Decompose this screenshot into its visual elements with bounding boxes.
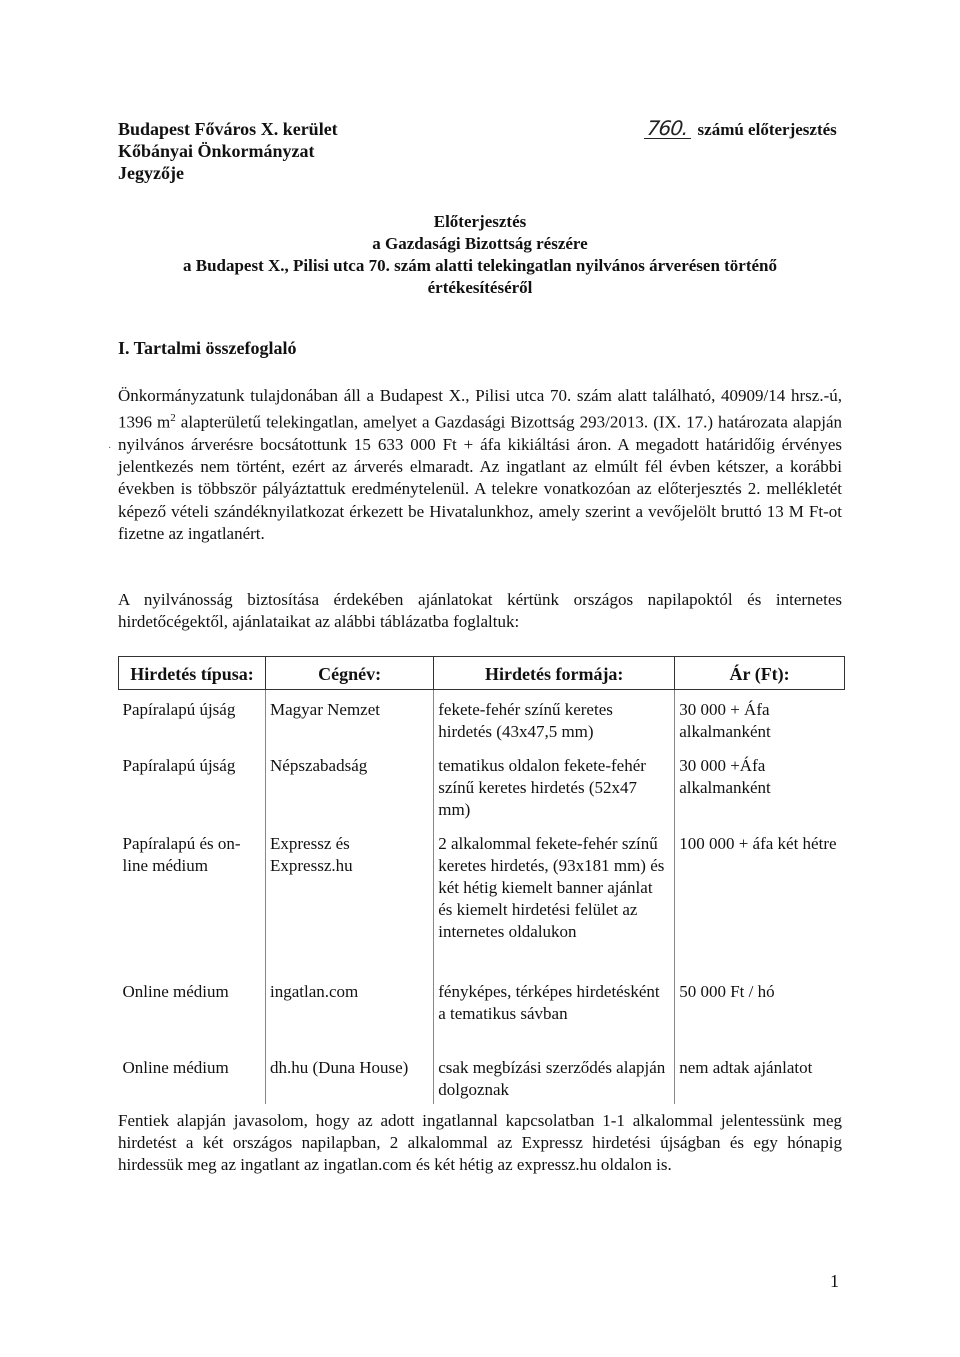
header-cell-type: Hirdetés típusa: — [119, 657, 266, 690]
page-number: 1 — [830, 1271, 839, 1291]
issuer-line: Jegyzője — [118, 163, 184, 183]
table-intro-paragraph: A nyilvánosság biztosítása érdekében ajánlatokat kértünk országos napilapoktól és internetes hirdetőcégektől, ajánlataikat az alábbi táblázatba foglaltuk: — [118, 590, 842, 632]
superscript-two: 2 — [170, 412, 176, 425]
title-line: a Budapest X., Pilisi utca 70. szám alatti telekingatlan nyilvános árverésen történő — [182, 256, 778, 275]
handwritten-number: 760. — [644, 118, 693, 139]
table-header-row — [119, 657, 845, 690]
cell-company: Népszabadság — [266, 746, 434, 824]
issuer-block — [118, 118, 338, 184]
cell-type: Papíralapú újság — [122, 700, 236, 719]
cell-company: Magyar Nemzet — [266, 690, 434, 746]
cell-price: nem adtak ajánlatot — [675, 1048, 845, 1104]
issuer-line: Kőbányai Önkormányzat — [118, 141, 315, 161]
table-row — [119, 824, 845, 972]
summary-paragraph — [118, 385, 842, 545]
summary-text-start: Önkormányzatunk tulajdonában áll a Budapest X., Pilisi utca 70. szám alatt található, 40909/14 hrsz.-ú, 1396 m — [118, 386, 842, 432]
header-cell-format: Hirdetés formája: — [434, 657, 675, 690]
title-line: a Gazdasági Bizottság részére — [372, 234, 588, 253]
title-line: értékesítéséről — [427, 278, 533, 297]
cell-type: Online médium — [122, 1057, 229, 1077]
table-row — [119, 690, 845, 746]
table-row — [119, 972, 845, 1048]
offers-table — [118, 656, 845, 1104]
header-cell-company: Cégnév: — [266, 657, 434, 690]
cell-price: 30 000 +Áfa alkalmanként — [675, 746, 845, 824]
cell-format: tematikus oldalon fekete-fehér színű keretes hirdetés (52x47 mm) — [434, 746, 675, 824]
cell-price: 100 000 + áfa két hétre — [675, 824, 845, 972]
summary-text-end: alapterületű telekingatlan, amelyet a Gazdasági Bizottság 293/2013. (IX. 17.) határozata alapján nyilvános árverésre bocsátottunk 15 633 000 Ft + áfa kikiáltási áron. A megadott határidőig érvényes jelentkezés nem történt, ezért az árverés elmaradt. Az ingatlant az elmúlt fél évben kétszer, a korábbi években is többször pályáztattuk eredménytelenül. A telekre vonatkozóan az előterjesztés 2. mellékletét képező vételi szándéknyilatkozat érkezett be Hivatalunkhoz, amely szerint a vevőjelölt bruttó 13 M Ft-ot fizetne az ingatlanért. — [118, 412, 842, 543]
cell-type: Online médium — [122, 981, 229, 1001]
title-line: Előterjesztés — [433, 212, 527, 231]
cell-company: ingatlan.com — [266, 972, 434, 1048]
proposal-paragraph: Fentiek alapján javasolom, hogy az adott ingatlannal kapcsolatban 1-1 alkalommal jelentessünk meg hirdetést a két országos napilapban, 2 alkalommal az Expressz hirdetési újságban és egy hónapig hirdessük meg az ingatlant az ingatlan.com és két hétig az expressz.hu oldalon is. — [118, 1111, 842, 1175]
cell-price: 50 000 Ft / hó — [675, 972, 845, 1048]
cell-price: 30 000 + Áfa alkalmanként — [675, 690, 845, 746]
cell-type: Papíralapú újság — [122, 755, 236, 775]
reference-number — [645, 118, 837, 141]
cell-company: dh.hu (Duna House) — [266, 1048, 434, 1104]
cell-format: fekete-fehér színű keretes hirdetés (43x47,5 mm) — [434, 690, 675, 746]
table-row — [119, 746, 845, 824]
table-row — [119, 1048, 845, 1104]
section-heading: I. Tartalmi összefoglaló — [118, 338, 297, 358]
margin-dot: · — [108, 443, 112, 454]
cell-format: 2 alkalommal fekete-fehér színű keretes hirdetés, (93x181 mm) és két hétig kiemelt banner ajánlat és kiemelt hirdetési felület az internetes oldalukon — [434, 824, 675, 972]
header-cell-price: Ár (Ft): — [675, 657, 845, 690]
cell-format: csak megbízási szerződés alapján dolgoznak — [434, 1048, 675, 1104]
issuer-line: Budapest Főváros X. kerület — [118, 119, 338, 139]
document-title — [0, 211, 960, 299]
cell-type: Papíralapú és on-line médium — [122, 833, 241, 875]
cell-format: fényképes, térképes hirdetésként a tematikus sávban — [434, 972, 675, 1048]
reference-suffix: számú előterjesztés — [697, 120, 837, 139]
cell-company: Expressz és Expressz.hu — [266, 824, 434, 972]
